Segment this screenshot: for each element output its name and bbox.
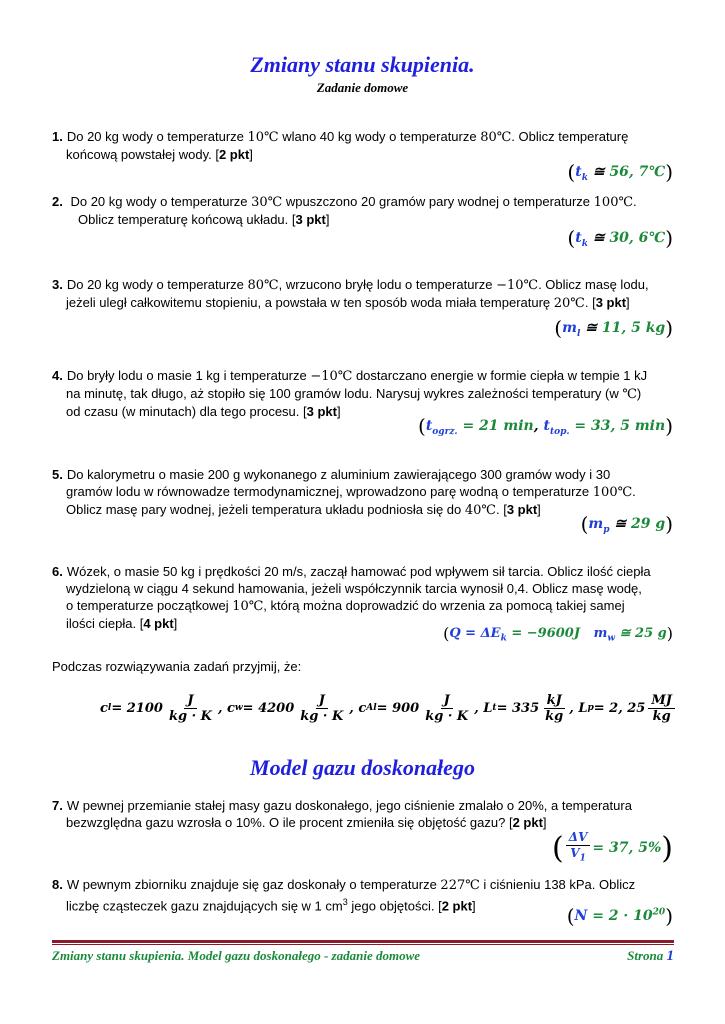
unit-fraction [542,693,566,724]
math-temp: 227℃ [440,878,480,893]
answer-sub: l [576,328,581,339]
points: 2 pkt [218,147,250,162]
section-title: Model gazu doskonałego [250,755,475,780]
task-text: ] [173,616,178,631]
task-text: gramów lodu w równowadze termodynamicznej, wprowadzono parę wodną o temperaturze [66,484,593,499]
unit-den: kg · K [425,708,469,724]
const-symbol: c [227,700,235,716]
unit-den: kg · K [168,708,212,724]
footer-title: Zmiany stanu skupienia. Model gazu doskonałego - zadanie domowe [52,948,421,963]
footer [52,948,674,964]
task-text: o temperaturze początkowej [66,598,233,613]
footer-rule-thin [52,944,674,945]
task-text: od czasu (w minutach) dla tego procesu. [ [66,404,307,419]
task-text: . [ [495,502,507,517]
superscript: 3 [342,897,348,907]
task-2 [52,193,674,228]
task-text: . [632,484,636,499]
separator: , [569,700,574,716]
task-text: i ciśnieniu 138 kPa. Oblicz [479,877,636,892]
task-number: 7. [52,798,63,813]
unit-den: kg [652,708,671,724]
task-text: ] [325,212,330,227]
answer-var: m [588,516,604,532]
points: 4 pkt [143,616,174,631]
task-text: Oblicz temperaturę końcową układu. [ [78,212,296,227]
const-value: = 2100 [111,700,163,716]
task-text: . [633,194,637,209]
answer-var: t [543,418,550,434]
task-text: Do 20 kg wody o temperaturze [66,277,248,292]
unit-num: MJ [648,693,675,709]
math-temp: −10℃ [496,278,539,293]
answer-var: N [574,908,588,924]
task-text: ) [636,386,642,401]
answer-num: ΔV [566,830,591,846]
task-text: Wózek, o masie 50 kg i prędkości 20 m/s, zaczął hamować pod wpływem sił tarcia. Oblicz ilość ciepła [66,564,651,579]
answer-rel: ≅ [580,320,602,336]
answer-value: 29 g [631,516,666,532]
task-text: ] [537,502,541,517]
math-temp: 40℃ [464,503,496,518]
answer-var: t [575,164,582,180]
points: 2 pkt [441,898,473,914]
answer-sup: 20 [652,907,666,918]
task-text: jeżeli uległ całkowitemu stopieniu, a powstała w ten sposób woda miała temperaturę [66,295,554,310]
unit-fraction [297,693,346,724]
page-title: Zmiany stanu skupienia. [250,52,475,77]
answer-var: Q = ΔE [449,626,501,641]
const-sub: w [234,703,243,713]
task-text: , wrzucono bryłę lodu o temperaturze [278,277,497,292]
task-text: Do bryły lodu o masie 1 kg i temperaturze [66,368,311,383]
task-text: Do 20 kg wody o temperaturze [66,129,248,144]
answer-sub: k [500,633,507,644]
task-text: W pewnej przemianie stałej masy gazu doskonałego, jego ciśnienie zmalało o 20%, a temperatura [66,798,632,813]
answer-value: ≅ 25 g [615,626,667,641]
answer-var: t [575,230,582,246]
math-temp: 30℃ [251,195,283,210]
const-symbol: L [483,700,493,716]
task-6 [52,563,674,632]
task-7 [52,797,674,831]
answer-value: = −9600J [506,626,580,641]
separator: , [349,700,354,716]
unit-fraction [648,693,675,724]
answer-2: ($t_k$ ≅ 30, 6℃) [567,226,673,250]
answer-value: = 33, 5 min [569,418,666,434]
const-symbol: L [578,700,588,716]
answer-den: V [570,846,580,860]
task-number: 2. [52,194,63,209]
task-text: W pewnym zbiorniku znajduje się gaz doskonały o temperaturze [66,877,441,892]
task-text: końcową powstałej wody. [ [66,147,219,162]
separator: , [474,700,479,716]
answer-value: = 2 · 10 [587,908,653,924]
const-value: = 2, 25 [593,700,646,716]
task-text: , którą można doprowadzić do wrzenia za pomocą takiej samej [263,598,625,613]
unit-num: J [441,693,453,709]
task-text: bezwzględna gazu wzrosła o 10%. O ile procent zmieniła się objętość gazu? [ [66,815,513,830]
answer-var: m [562,320,577,336]
page-number-block [627,948,674,965]
math-temp: 10℃ [232,599,264,614]
unit-fraction [422,693,471,724]
answer-1: ($t_k$ ≅ 56, 7℃) [567,160,673,184]
answer-sub: p [603,524,610,535]
answer-4: ($t_{ogrz.} = 21$ min, $t_{top.} = 33$, 5 min) [418,414,673,438]
points: 3 pkt [595,295,627,310]
answer-sub: k [581,172,588,183]
task-text: Do 20 kg wody o temperaturze [70,194,252,209]
math-temp: 100℃ [593,195,634,210]
answer-value: 30, 6℃ [609,230,666,246]
answer-sub: ogrz. [432,426,458,437]
unit-den: kg · K [300,708,344,724]
points: 2 pkt [512,815,543,830]
const-symbol: c [100,700,108,716]
task-text: Do kalorymetru o masie 200 g wykonanego z aluminium zawierającego 300 gramów wody i 30 [66,467,611,482]
task-text: liczbę cząsteczek gazu znajdujących się w 1 cm [66,898,343,914]
math-temp: 10℃ [247,130,279,145]
task-number: 4. [52,368,63,383]
answer-rel: ≅ [609,516,632,532]
unit-den: kg [545,708,564,724]
task-3 [52,276,674,312]
task-text: ] [542,815,547,830]
answer-sub: w [607,633,616,644]
answer-value: = 37, 5% [592,840,662,857]
separator: , [217,700,223,716]
task-text: ] [249,147,253,162]
answer-value: 11, 5 kg [601,320,666,336]
task-4 [52,367,674,420]
answer-sub: 1 [579,853,586,864]
task-number: 8. [52,877,63,892]
answer-6: ($Q = \Delta E_k = -9600J$ $m_w$ ≅ 25 g) [443,624,673,644]
constants-intro: Podczas rozwiązywania zadań przyjmij, że: [52,659,302,674]
answer-var: t [425,418,433,434]
math-temp: 80℃ [480,130,512,145]
answer-sub: top. [549,426,570,437]
page-subtitle: Zadanie domowe [316,80,409,95]
unit-num: J [184,693,196,709]
const-sub: t [492,703,497,713]
task-text: Oblicz masę pary wodnej, jeżeli temperatura układu podniosła się do [66,502,465,517]
task-1 [52,128,674,163]
footer-rule [52,940,674,943]
answer-rel: ≅ [587,164,610,180]
answer-8: $(N = 2 \cdot 10^{20})$ [566,904,673,928]
constants-formula [100,688,672,728]
unit-num: kJ [544,693,565,709]
math-temp: 80℃ [247,278,279,293]
task-text: . Oblicz temperaturę [511,129,629,144]
answer-7: ( $\frac{\Delta V}{V_1}$ = 37, 5% ) [552,830,673,866]
task-text: wlano 40 kg wody o temperaturze [278,129,481,144]
task-number: 3. [52,277,63,292]
const-sub: p [587,703,594,713]
task-text: jego objętości. [ [347,898,442,914]
task-text: ] [336,404,341,419]
const-sub: l [107,703,112,713]
answer-fraction [566,830,591,866]
task-number: 5. [52,467,63,482]
page-number: 1 [666,948,674,964]
const-value: = 335 [496,700,540,716]
task-text: wpuszczono 20 gramów pary wodnej o temperaturze [282,194,594,209]
const-value: = 900 [376,700,420,716]
math-temp: 20℃ [553,296,585,311]
points: 3 pkt [295,212,326,227]
task-text: ilości ciepła. [ [66,616,144,631]
points: 3 pkt [506,502,538,517]
answer-rel: ≅ [587,230,610,246]
const-sub: Al [366,703,377,713]
answer-5: ($m_p$ ≅ 29 g) [580,512,673,536]
unit-num: J [316,693,328,709]
const-symbol: c [358,700,367,716]
task-number: 6. [52,564,63,579]
points: 3 pkt [306,404,337,419]
task-text: ] [626,295,630,310]
answer-var: m [593,626,608,641]
answer-value: 56, 7℃ [609,164,666,180]
math-temp: −10℃ [310,369,353,384]
math-temp: ℃ [622,387,637,402]
task-text: na minutę, tak długo, aż stopiło się 100 gramów lodu. Narysuj wykres zależności temperatury (w [66,386,623,401]
answer-3: ($m_l$ ≅ 11, 5 kg) [554,316,673,340]
answer-value: = 21 min [457,418,534,434]
const-value: = 4200 [242,700,295,716]
math-temp: 100℃ [592,485,633,500]
task-text: . Oblicz masę lodu, [538,277,649,292]
task-text: wydzieloną w ciągu 4 sekund hamowania, jeżeli współczynnik tarcia wynosił 0,4. Oblicz masę wodę, [66,581,642,596]
unit-fraction [166,693,215,724]
page-label: Strona [627,948,667,963]
task-number: 1. [52,129,63,144]
task-text: dostarczano energie w formie ciepła w tempie 1 kJ [352,368,648,383]
task-text: . [ [584,295,596,310]
task-text: ] [472,898,476,914]
answer-sub: k [581,238,588,249]
